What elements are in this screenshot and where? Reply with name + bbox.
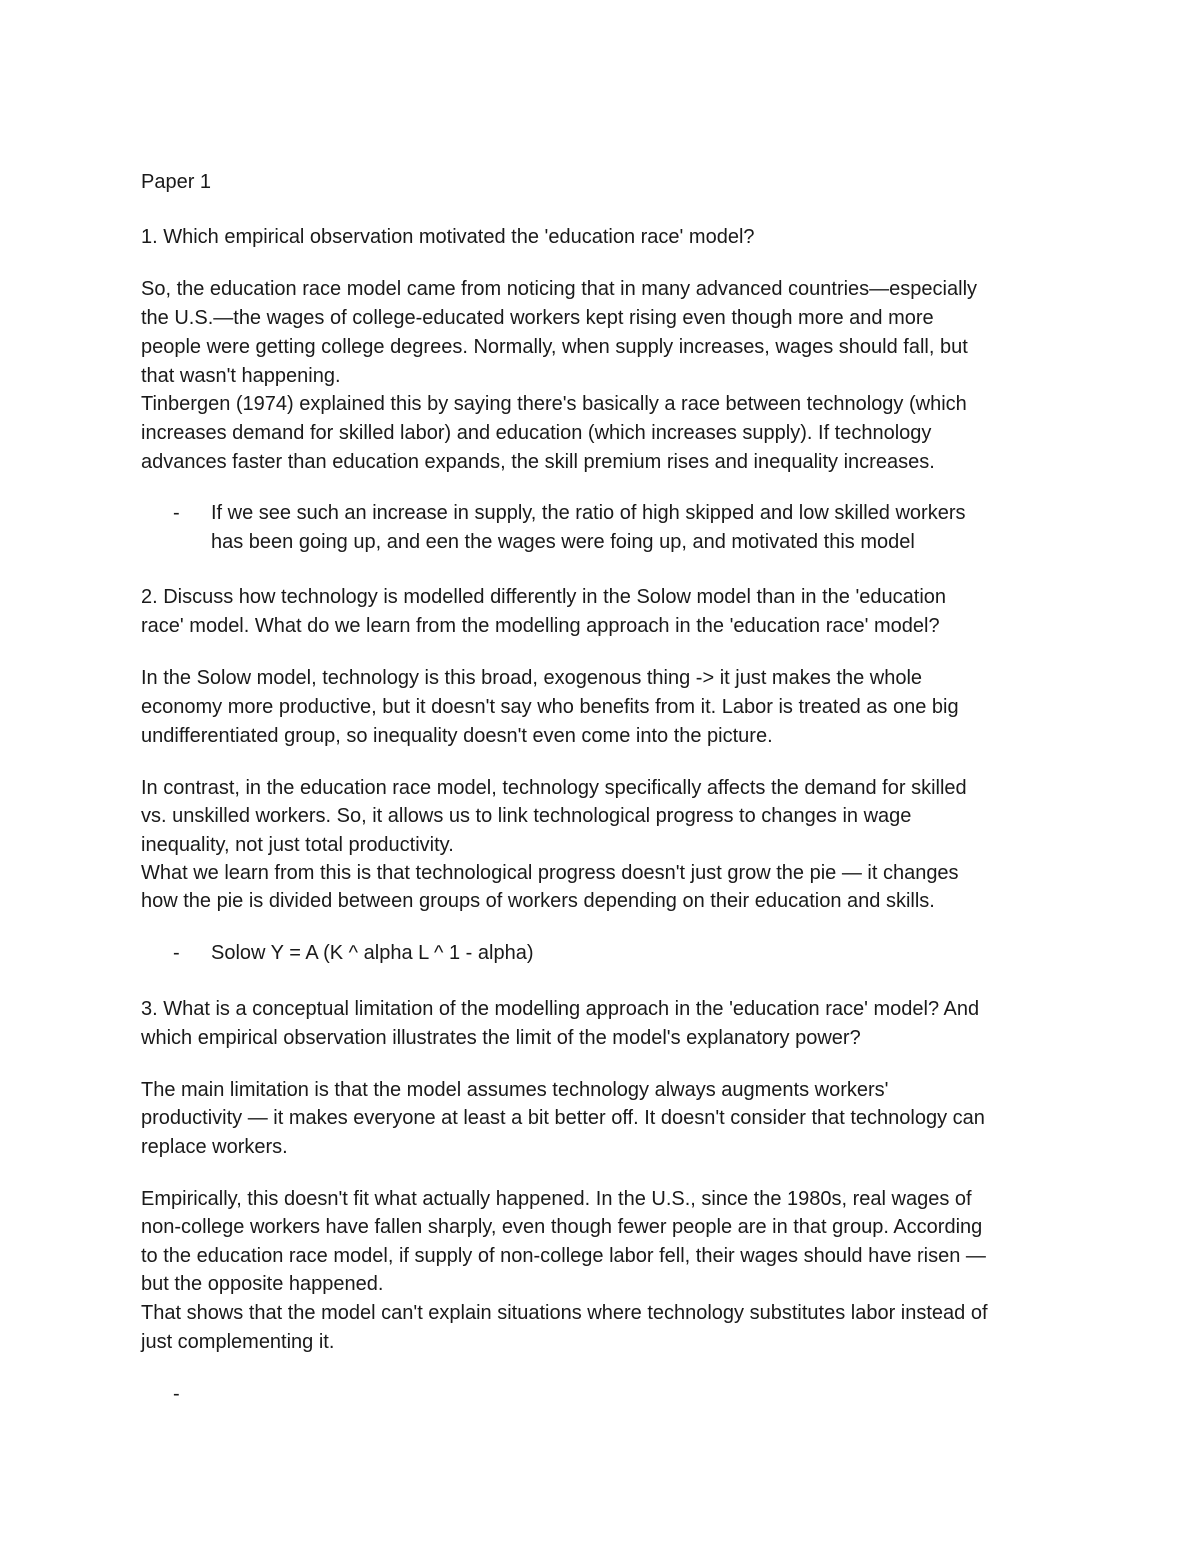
document-title: Paper 1 — [141, 171, 212, 193]
q2-bullet-line: Solow Y = A (K ^ alpha L ^ 1 - alpha) — [211, 942, 534, 964]
q1-bullet-line: If we see such an increase in supply, the ratio of high skipped and low skilled workers — [211, 502, 966, 524]
question-3-line: which empirical observation illustrates the limit of the model's explanatory power? — [141, 1027, 861, 1049]
question-2-line: race' model. What do we learn from the modelling approach in the 'education race' model? — [141, 615, 940, 637]
q3-answer-line: to the education race model, if supply of non-college labor fell, their wages should have risen — — [141, 1245, 986, 1267]
bullet-dash: - — [173, 1383, 180, 1405]
q2-answer-line: undifferentiated group, so inequality doesn't even come into the picture. — [141, 725, 773, 747]
q1-bullet-line: has been going up, and een the wages were foing up, and motivated this model — [211, 531, 915, 553]
q1-answer-line: that wasn't happening. — [141, 365, 341, 387]
q1-answer-line: people were getting college degrees. Normally, when supply increases, wages should fall, but — [141, 336, 968, 358]
q1-answer-line: Tinbergen (1974) explained this by saying there's basically a race between technology (which — [141, 393, 967, 415]
q2-answer-line: In contrast, in the education race model, technology specifically affects the demand for skilled — [141, 777, 967, 799]
bullet-dash: - — [173, 502, 180, 524]
q1-answer-line: advances faster than education expands, the skill premium rises and inequality increases. — [141, 451, 935, 473]
q1-answer-line: increases demand for skilled labor) and education (which increases supply). If technology — [141, 422, 932, 444]
question-3-line: 3. What is a conceptual limitation of the modelling approach in the 'education race' model? And — [141, 998, 980, 1020]
q3-answer-line: replace workers. — [141, 1136, 288, 1158]
q3-answer-line: productivity — it makes everyone at least a bit better off. It doesn't consider that technology can — [141, 1107, 985, 1129]
q2-answer-line: vs. unskilled workers. So, it allows us to link technological progress to changes in wage — [141, 805, 912, 827]
q1-answer-line: So, the education race model came from noticing that in many advanced countries—especially — [141, 278, 978, 300]
q3-answer-line: but the opposite happened. — [141, 1273, 384, 1295]
q2-answer-line: how the pie is divided between groups of workers depending on their education and skills. — [141, 890, 935, 912]
question-2-line: 2. Discuss how technology is modelled differently in the Solow model than in the 'education — [141, 586, 947, 608]
q3-answer-line: just complementing it. — [141, 1331, 335, 1353]
q2-answer-line: inequality, not just total productivity. — [141, 834, 454, 856]
q2-answer-line: economy more productive, but it doesn't say who benefits from it. Labor is treated as one big — [141, 696, 959, 718]
q2-answer-line: What we learn from this is that technological progress doesn't just grow the pie — it changes — [141, 862, 959, 884]
question-1: 1. Which empirical observation motivated the 'education race' model? — [141, 226, 755, 248]
q1-answer-line: the U.S.—the wages of college-educated workers kept rising even though more and more — [141, 307, 934, 329]
q3-answer-line: Empirically, this doesn't fit what actually happened. In the U.S., since the 1980s, real wages of — [141, 1188, 972, 1210]
q2-answer-line: In the Solow model, technology is this broad, exogenous thing -> it just makes the whole — [141, 667, 923, 689]
q3-answer-line: That shows that the model can't explain situations where technology substitutes labor instead of — [141, 1302, 988, 1324]
bullet-dash: - — [173, 942, 180, 964]
q3-answer-line: The main limitation is that the model assumes technology always augments workers' — [141, 1079, 889, 1101]
q3-answer-line: non-college workers have fallen sharply, even though fewer people are in that group. According — [141, 1216, 983, 1238]
